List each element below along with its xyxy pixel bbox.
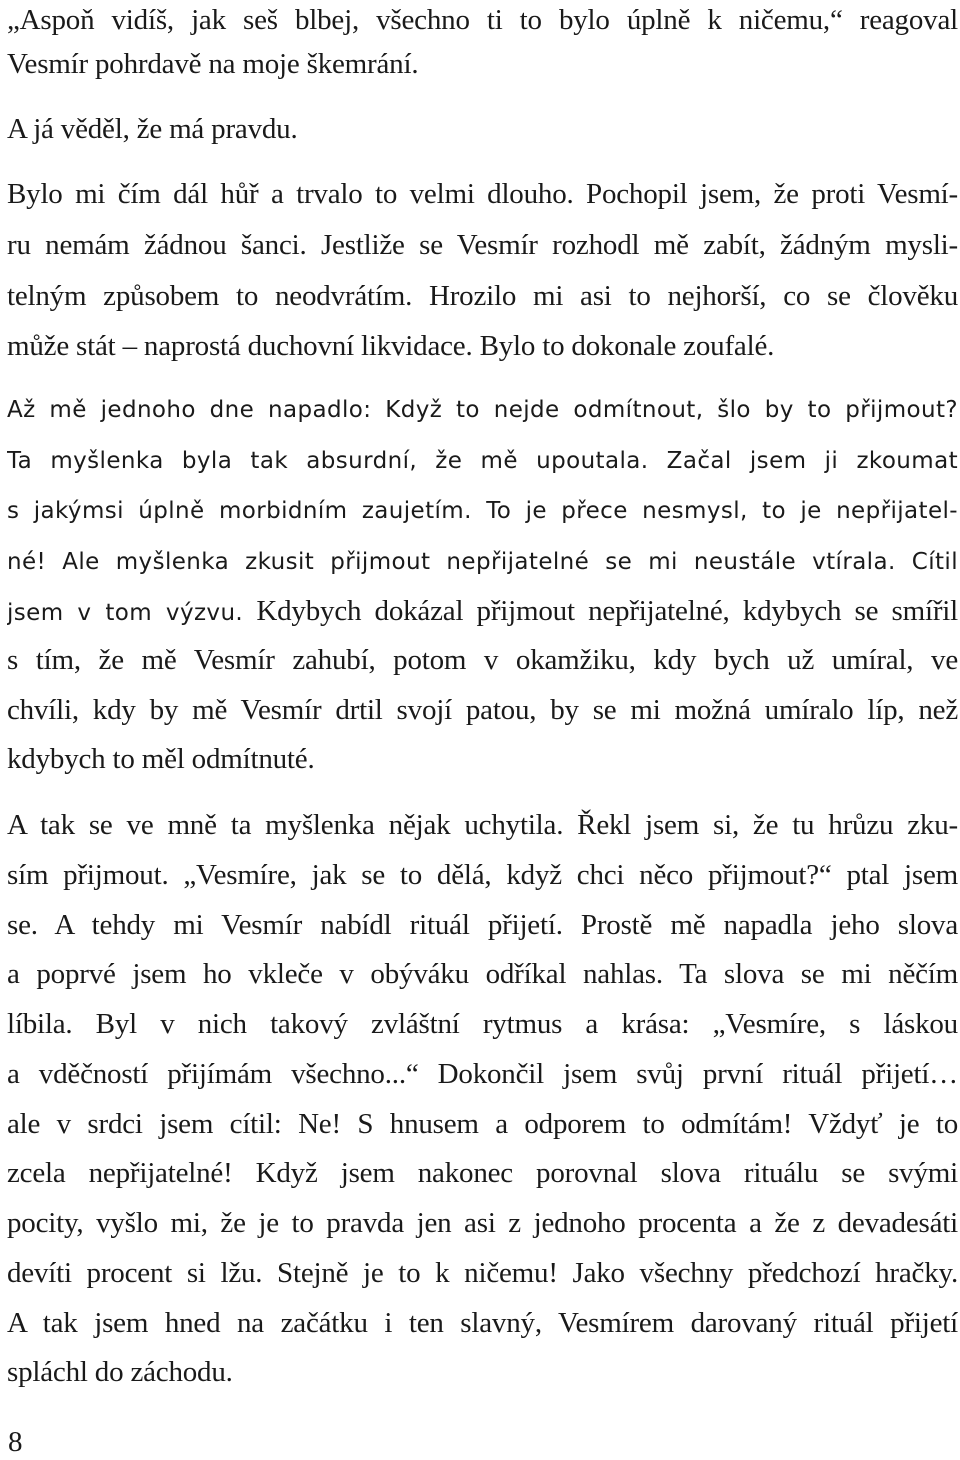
text-line: s tím, že mě Vesmír zahubí, potom v okamžiku, kdy bych už umíral, ve (7, 644, 958, 676)
text-line: Až mě jednoho dne napadlo: Když to nejde odmítnout, šlo by to přijmout? (7, 397, 958, 423)
text-line: Vesmír pohrdavě na moje škemrání. (7, 48, 419, 80)
page-number: 8 (8, 1426, 23, 1458)
text-line: ale v srdci jsem cítil: Ne! S hnusem a odporem to odmítám! Vždyť je to (7, 1108, 958, 1140)
text-line: A tak se ve mně ta myšlenka nějak uchytila. Řekl jsem si, že tu hrůzu zku- (7, 809, 958, 841)
text-line: spláchl do záchodu. (7, 1356, 233, 1388)
text-line: chvíli, kdy by mě Vesmír drtil svojí patou, by se mi možná umíralo líp, než (7, 694, 958, 726)
text-line: telným způsobem to neodvrátím. Hrozilo mi asi to nejhorší, co se člověku (7, 280, 958, 312)
text-segment-sans: jsem v tom výzvu. (7, 600, 244, 626)
text-line: se. A tehdy mi Vesmír nabídl rituál přijetí. Prostě mě napadla jeho slova (7, 909, 958, 941)
text-line: líbila. Byl v nich takový zvláštní rytmus a krása: „Vesmíre, s láskou (7, 1008, 958, 1040)
text-line: pocity, vyšlo mi, že je to pravda jen asi z jednoho procenta a že z devadesáti (7, 1207, 958, 1239)
text-line: a vděčností přijímám všechno...“ Dokončil jsem svůj první rituál přijetí… (7, 1058, 958, 1090)
text-line-mixed (7, 593, 958, 631)
text-line: zcela nepřijatelné! Když jsem nakonec porovnal slova rituálu se svými (7, 1157, 958, 1189)
text-line: ru nemám žádnou šanci. Jestliže se Vesmír rozhodl mě zabít, žádným mysli- (7, 229, 958, 261)
text-line: devíti procent si lžu. Stejně je to k ničemu! Jako všechny předchozí hračky. (7, 1257, 958, 1289)
text-line: a poprvé jsem ho vkleče v obýváku odříkal nahlas. Ta slova se mi něčím (7, 958, 958, 990)
text-line: né! Ale myšlenka zkusit přijmout nepřijatelné se mi neustále vtírala. Cítil (7, 549, 958, 575)
text-line: sím přijmout. „Vesmíre, jak se to dělá, když chci něco přijmout?“ ptal jsem (7, 859, 958, 891)
text-line: „Aspoň vidíš, jak seš blbej, všechno ti to bylo úplně k ničemu,“ reagoval (7, 4, 958, 36)
text-line: s jakýmsi úplně morbidním zaujetím. To je přece nesmysl, to je nepřijatel- (7, 498, 958, 524)
text-segment-serif: Kdybych dokázal přijmout nepřijatelné, kdybych se smířil (243, 595, 958, 627)
text-line: A tak jsem hned na začátku i ten slavný, Vesmírem darovaný rituál přijetí (7, 1307, 958, 1339)
text-line: A já věděl, že má pravdu. (7, 113, 298, 145)
text-line: Bylo mi čím dál hůř a trvalo to velmi dlouho. Pochopil jsem, že proti Vesmí- (7, 178, 958, 210)
text-line: kdybych to měl odmítnuté. (7, 743, 315, 775)
text-line: Ta myšlenka byla tak absurdní, že mě upoutala. Začal jsem ji zkoumat (7, 448, 958, 474)
text-line: může stát – naprostá duchovní likvidace. Bylo to dokonale zoufalé. (7, 330, 775, 362)
